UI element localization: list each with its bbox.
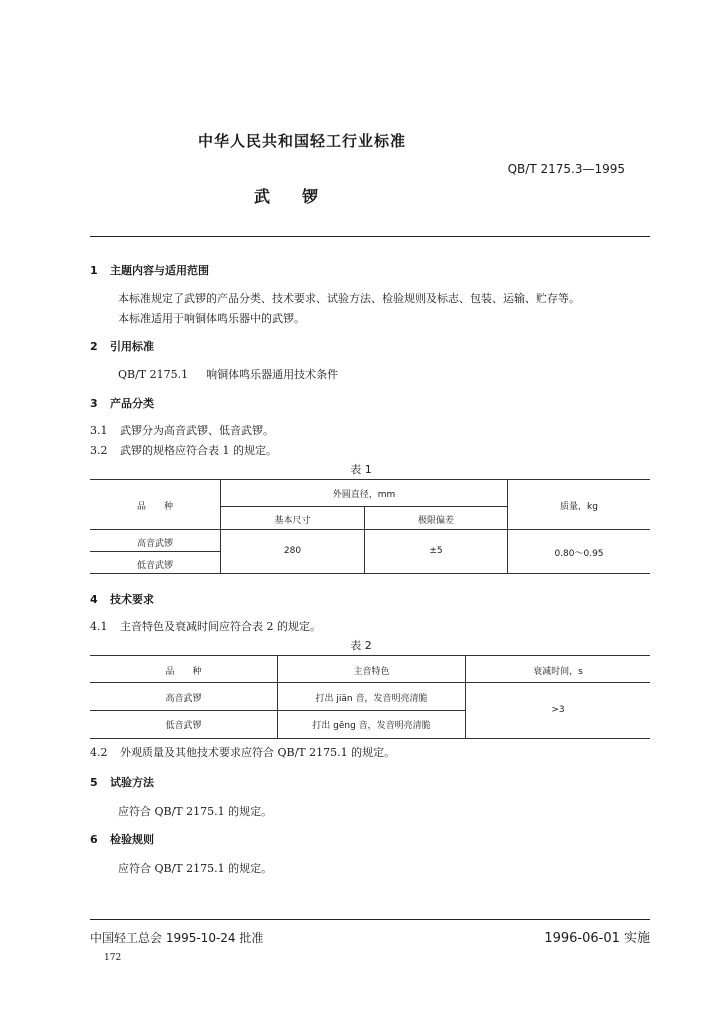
table-2-top-rule <box>90 655 650 656</box>
reference-title: 响铜体鸣乐器通用技术条件 <box>206 368 339 381</box>
table-1-vline-3 <box>507 479 508 574</box>
section-2-number: 2 <box>90 340 98 353</box>
clause-3-1 <box>90 422 274 438</box>
section-1-para-2: 本标准适用于响铜体鸣乐器中的武锣。 <box>118 312 305 325</box>
section-6-para: 应符合 QB/T 2175.1 的规定。 <box>118 862 273 875</box>
table-1-bottom-rule <box>90 573 650 574</box>
footer-rule <box>90 919 650 920</box>
table-1-caption: 表 1 <box>350 463 372 476</box>
table-1-basic-value: 280 <box>283 546 302 556</box>
table-2-decay-value: >3 <box>551 705 565 715</box>
table-1-row-1-variety: 高音武锣 <box>136 539 173 549</box>
section-1-number: 1 <box>90 264 98 277</box>
approval-line: 中国轻工总会 1995-10-24 批准 <box>90 931 264 945</box>
table-2-header-rule <box>90 682 650 683</box>
section-2-reference <box>118 366 338 382</box>
page-number: 172 <box>104 953 122 963</box>
clause-4-2-text: 外观质量及其他技术要求应符合 QB/T 2175.1 的规定。 <box>120 746 396 759</box>
section-2-title: 引用标准 <box>110 340 154 353</box>
table-1-header-rule <box>90 529 650 530</box>
table-1-subheader-rule <box>221 506 507 507</box>
section-3-heading <box>90 395 154 411</box>
clause-4-1 <box>90 618 321 634</box>
clause-4-1-text: 主音特色及衰减时间应符合表 2 的规定。 <box>120 620 321 633</box>
table-1 <box>90 479 650 574</box>
table-1-header-basic: 基本尺寸 <box>274 516 311 526</box>
clause-3-2-number: 3.2 <box>90 444 108 457</box>
table-2-bottom-rule <box>90 738 650 739</box>
table-2-header-tone: 主音特色 <box>353 667 390 677</box>
clause-3-2-text: 武锣的规格应符合表 1 的规定。 <box>120 444 277 457</box>
clause-4-2-number: 4.2 <box>90 746 108 759</box>
section-4-number: 4 <box>90 593 98 606</box>
section-1-title: 主题内容与适用范围 <box>110 264 209 277</box>
table-2-row-1-variety: 高音武锣 <box>165 694 202 704</box>
section-5-number: 5 <box>90 776 98 789</box>
table-1-row-rule <box>90 551 220 552</box>
table-2-row-1-tone: 打出 jiān 音，发音明亮清脆 <box>315 694 428 704</box>
reference-code: QB/T 2175.1 <box>118 368 189 381</box>
section-3-title: 产品分类 <box>110 397 154 410</box>
clause-4-2 <box>90 744 395 760</box>
clause-3-1-text: 武锣分为高音武锣、低音武锣。 <box>120 424 274 437</box>
clause-3-2 <box>90 442 277 458</box>
section-6-number: 6 <box>90 833 98 846</box>
table-2-header-decay: 衰减时间，s <box>533 667 583 677</box>
section-4-heading <box>90 591 154 607</box>
table-2-header-variety: 品 种 <box>165 667 202 677</box>
table-1-mass-value: 0.80～0.95 <box>554 549 604 559</box>
table-1-row-2-variety: 低音武锣 <box>136 561 173 571</box>
section-1-heading <box>90 262 209 278</box>
section-6-title: 检验规则 <box>110 833 154 846</box>
standard-number: QB/T 2175.3—1995 <box>507 162 625 176</box>
header-rule <box>90 236 650 237</box>
section-5-title: 试验方法 <box>110 776 154 789</box>
section-4-title: 技术要求 <box>110 593 154 606</box>
clause-3-1-number: 3.1 <box>90 424 108 437</box>
document-title: 武 锣 <box>254 187 319 206</box>
table-1-header-diameter: 外圆直径，mm <box>332 490 396 500</box>
section-1-para-1: 本标准规定了武锣的产品分类、技术要求、试验方法、检验规则及标志、包装、运输、贮存等。 <box>118 292 580 305</box>
section-2-heading <box>90 338 154 354</box>
table-1-header-variety: 品 种 <box>136 502 173 512</box>
table-1-header-tolerance: 极限偏差 <box>417 516 454 526</box>
section-5-para: 应符合 QB/T 2175.1 的规定。 <box>118 805 273 818</box>
section-6-heading <box>90 831 154 847</box>
section-5-heading <box>90 774 154 790</box>
table-1-tolerance-value: ±5 <box>429 546 443 556</box>
table-2 <box>90 655 650 740</box>
table-1-header-mass: 质量，kg <box>560 502 598 512</box>
table-2-row-2-tone: 打出 gēng 音，发音明亮清脆 <box>312 721 431 731</box>
table-1-top-rule <box>90 479 650 480</box>
table-2-row-2-variety: 低音武锣 <box>165 721 202 731</box>
standard-category: 中华人民共和国轻工行业标准 <box>197 132 406 150</box>
section-3-number: 3 <box>90 397 98 410</box>
clause-4-1-number: 4.1 <box>90 620 108 633</box>
effective-date: 1996-06-01 实施 <box>544 931 650 946</box>
table-2-caption: 表 2 <box>350 639 372 652</box>
